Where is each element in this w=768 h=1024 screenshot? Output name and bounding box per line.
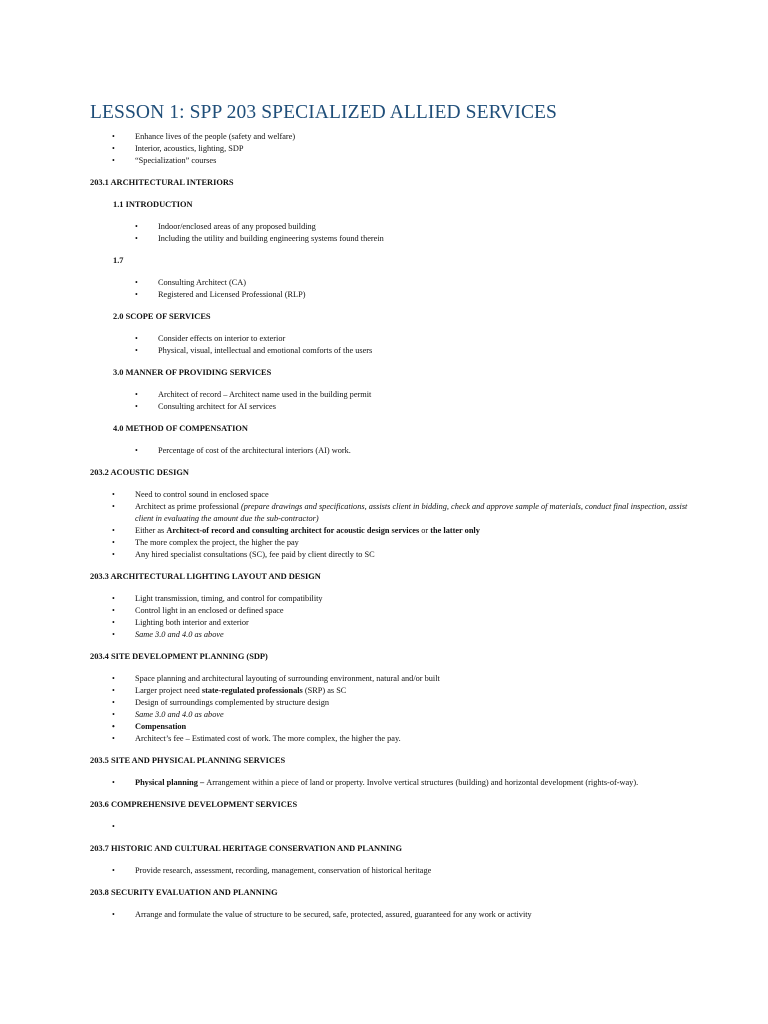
list-item: • Same 3.0 and 4.0 as above bbox=[90, 629, 690, 641]
acoustic-list bbox=[90, 489, 690, 561]
introduction-list bbox=[90, 221, 690, 245]
comprehensive-list bbox=[90, 821, 690, 833]
list-item: • Control light in an enclosed or defined space bbox=[90, 605, 690, 617]
list-item: • “Specialization” courses bbox=[90, 155, 690, 167]
list-item: • Enhance lives of the people (safety and welfare) bbox=[90, 131, 690, 143]
security-list bbox=[90, 909, 690, 921]
list-item bbox=[90, 777, 690, 789]
section-heading-203-2: 203.2 ACOUSTIC DESIGN bbox=[90, 468, 189, 477]
section-heading-203-5: 203.5 SITE AND PHYSICAL PLANNING SERVICES bbox=[90, 756, 286, 765]
item-bold-text: Architect-of record and consulting architect for acoustic design services bbox=[166, 526, 420, 535]
list-item bbox=[90, 501, 690, 525]
item-italic-text: (prepare drawings and specifications, assists client in bidding, check and approve sample of materials, conduct final inspection, assist client in evaluating the amount due the sub-contractor) bbox=[135, 502, 688, 523]
lighting-list bbox=[90, 593, 690, 641]
list-item: • Any hired specialist consultations (SC), fee paid by client directly to SC bbox=[90, 549, 690, 561]
scope-list bbox=[90, 333, 690, 357]
list-item: • Consulting architect for AI services bbox=[90, 401, 690, 413]
subheading-introduction: 1.1 INTRODUCTION bbox=[113, 200, 193, 209]
list-item: • Need to control sound in enclosed space bbox=[90, 489, 690, 501]
subheading-manner: 3.0 MANNER OF PROVIDING SERVICES bbox=[113, 368, 272, 377]
list-item: • Design of surroundings complemented by structure design bbox=[90, 697, 690, 709]
list-item: • Same 3.0 and 4.0 as above bbox=[90, 709, 690, 721]
list-item: • Light transmission, timing, and control for compatibility bbox=[90, 593, 690, 605]
list-item: • Compensation bbox=[90, 721, 690, 733]
list-item: • Percentage of cost of the architectural interiors (AI) work. bbox=[90, 445, 690, 457]
section-heading-203-7: 203.7 HISTORIC AND CULTURAL HERITAGE CONSERVATION AND PLANNING bbox=[90, 844, 402, 853]
item-bold-text: Physical planning – bbox=[135, 778, 207, 787]
list-item bbox=[90, 685, 690, 697]
item-text: Arrangement within a piece of land or property. Involve vertical structures (building) and horizontal development (rights-of-way). bbox=[206, 778, 639, 787]
list-item: • Physical, visual, intellectual and emotional comforts of the users bbox=[90, 345, 690, 357]
manner-list bbox=[90, 389, 690, 413]
list-item: • Indoor/enclosed areas of any proposed building bbox=[90, 221, 690, 233]
list-item: • Consider effects on interior to exterior bbox=[90, 333, 690, 345]
subheading-method: 4.0 METHOD OF COMPENSATION bbox=[113, 424, 248, 433]
subheading-1-7: 1.7 bbox=[113, 256, 124, 265]
list-item: • Architect’s fee – Estimated cost of work. The more complex, the higher the pay. bbox=[90, 733, 690, 745]
section-heading-203-1: 203.1 ARCHITECTURAL INTERIORS bbox=[90, 178, 234, 187]
list-item: • Arrange and formulate the value of structure to be secured, safe, protected, assured, guaranteed for any work or activity bbox=[90, 909, 690, 921]
list-item: • Provide research, assessment, recording, management, conservation of historical heritage bbox=[90, 865, 690, 877]
item-bold-text: the latter only bbox=[430, 526, 480, 535]
list-item: • Consulting Architect (CA) bbox=[90, 277, 690, 289]
item-text: or bbox=[419, 526, 431, 535]
item-text: Either as bbox=[135, 526, 167, 535]
list-item: • Registered and Licensed Professional (RLP) bbox=[90, 289, 690, 301]
list-item bbox=[90, 821, 690, 833]
subheading-scope: 2.0 SCOPE OF SERVICES bbox=[113, 312, 211, 321]
sdp-list bbox=[90, 673, 690, 745]
item-text: Architect as prime professional bbox=[135, 502, 241, 511]
list-item bbox=[90, 525, 690, 537]
list-item: • Lighting both interior and exterior bbox=[90, 617, 690, 629]
document-page bbox=[90, 102, 690, 921]
item-bold-text: state-regulated professionals bbox=[201, 686, 303, 695]
heritage-list bbox=[90, 865, 690, 877]
list-item: • The more complex the project, the higher the pay bbox=[90, 537, 690, 549]
section-heading-203-8: 203.8 SECURITY EVALUATION AND PLANNING bbox=[90, 888, 278, 897]
section-heading-203-3: 203.3 ARCHITECTURAL LIGHTING LAYOUT AND DESIGN bbox=[90, 572, 321, 581]
list-item: • Including the utility and building engineering systems found therein bbox=[90, 233, 690, 245]
physical-planning-list bbox=[90, 777, 690, 789]
intro-list bbox=[90, 131, 690, 167]
list-1-7 bbox=[90, 277, 690, 301]
list-item: • Architect of record – Architect name used in the building permit bbox=[90, 389, 690, 401]
section-heading-203-4: 203.4 SITE DEVELOPMENT PLANNING (SDP) bbox=[90, 652, 268, 661]
item-text: (SRP) as SC bbox=[302, 686, 347, 695]
list-item: • Space planning and architectural layouting of surrounding environment, natural and/or built bbox=[90, 673, 690, 685]
item-text: Larger project need bbox=[135, 686, 202, 695]
lesson-title: LESSON 1: SPP 203 SPECIALIZED ALLIED SERVICES bbox=[90, 102, 558, 123]
list-item: • Interior, acoustics, lighting, SDP bbox=[90, 143, 690, 155]
section-heading-203-6: 203.6 COMPREHENSIVE DEVELOPMENT SERVICES bbox=[90, 800, 298, 809]
method-list bbox=[90, 445, 690, 457]
